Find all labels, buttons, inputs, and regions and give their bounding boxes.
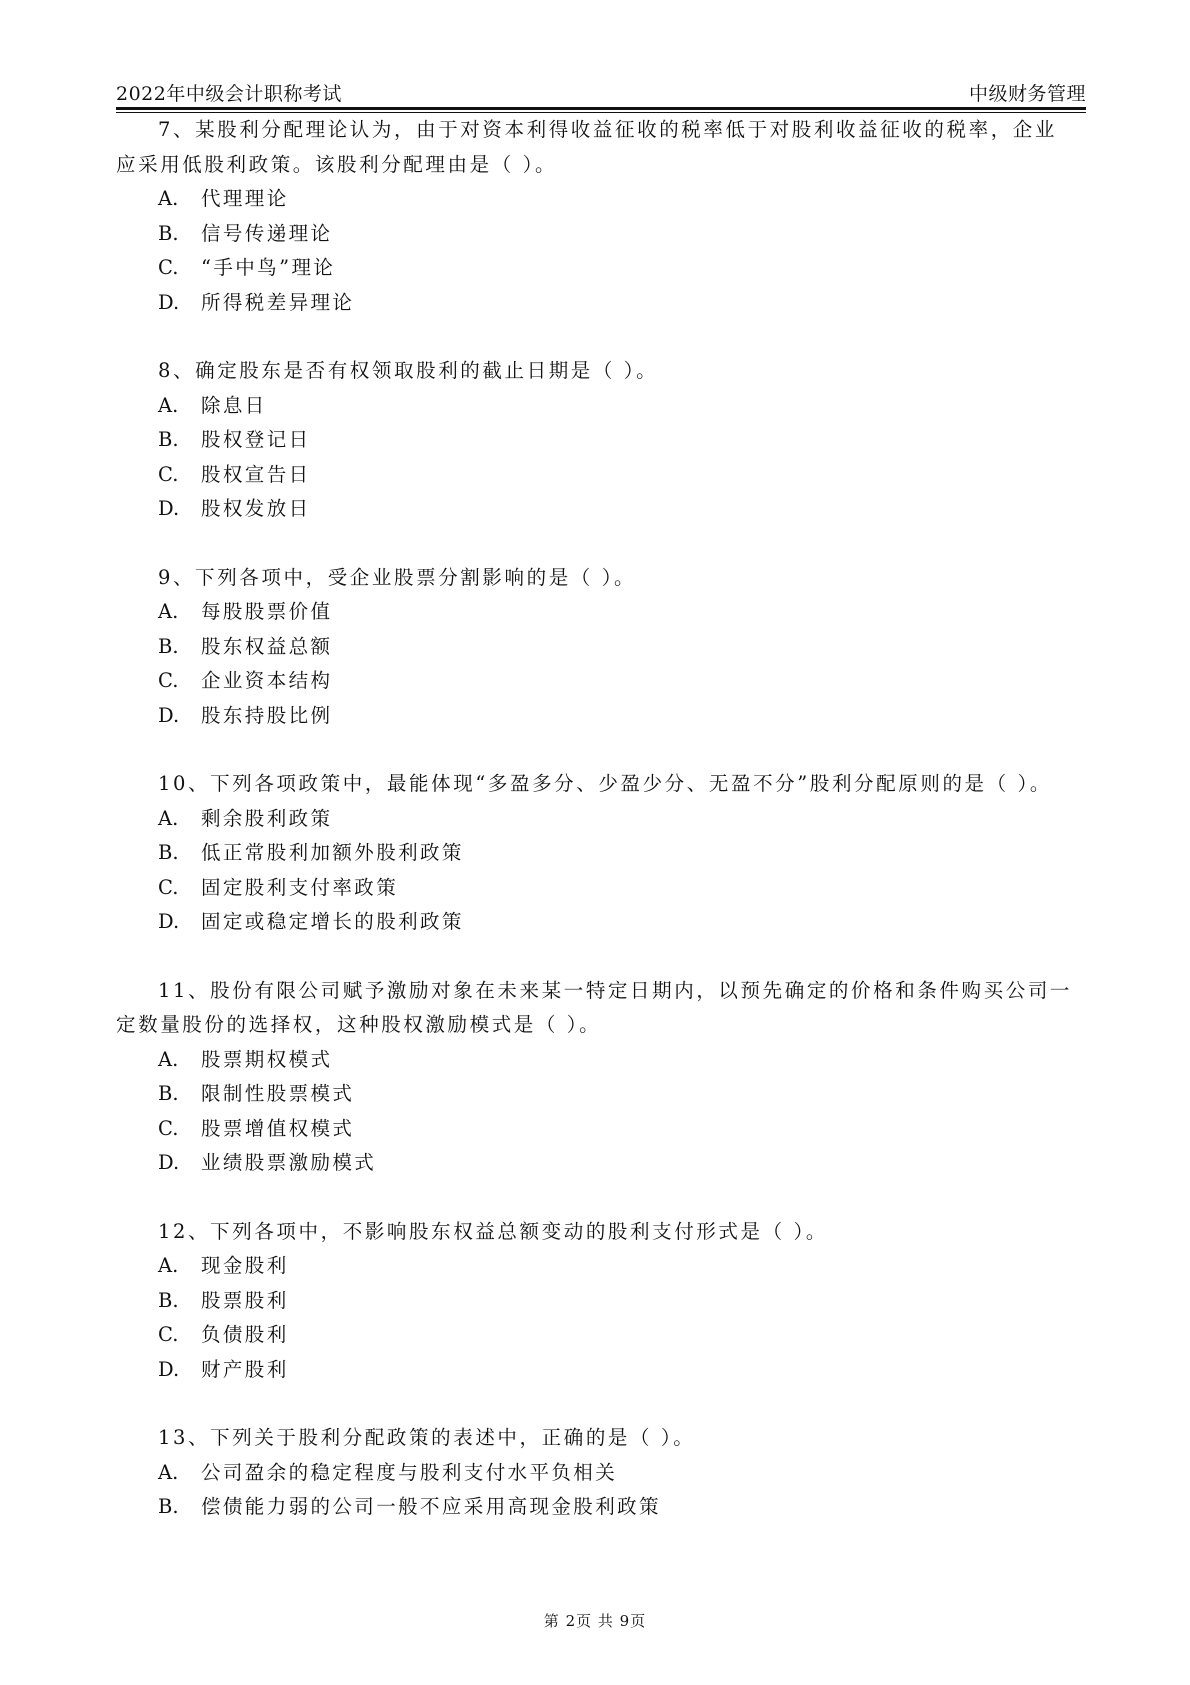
- question-stem: 9、下列各项中，受企业股票分割影响的是（ ）。: [158, 565, 637, 589]
- question-stem: 10、下列各项政策中，最能体现“多盈多分、少盈少分、无盈不分”股利分配原则的是（ ）。: [158, 772, 1052, 795]
- subject-title: 中级财务管理: [968, 83, 1086, 105]
- answer-option: [116, 1146, 1078, 1181]
- answer-option: [116, 1490, 1078, 1525]
- exam-title: 2022年中级会计职称考试: [116, 83, 342, 105]
- option-letter: B.: [158, 841, 179, 864]
- answer-option: [116, 664, 1078, 699]
- answer-option: [116, 595, 1078, 630]
- option-letter: A.: [158, 1047, 179, 1071]
- page-number: 第 2页 共 9页: [543, 1612, 647, 1630]
- answer-option: [116, 1284, 1078, 1319]
- option-letter: D.: [158, 910, 180, 933]
- option-text: 信号传递理论: [201, 221, 333, 245]
- answer-option: [116, 251, 1078, 286]
- option-text: 每股股票价值: [201, 600, 333, 623]
- option-letter: D.: [158, 1357, 180, 1381]
- question-stem: 8、确定股东是否有权领取股利的截止日期是（ ）。: [158, 359, 659, 382]
- option-letter: A.: [158, 806, 179, 830]
- option-text: 固定或稳定增长的股利政策: [201, 910, 464, 933]
- option-text: “手中鸟”理论: [201, 256, 336, 279]
- option-text: 剩余股利政策: [201, 806, 333, 830]
- option-text: 企业资本结构: [201, 669, 333, 692]
- option-text: 偿债能力弱的公司一般不应采用高现金股利政策: [201, 1495, 661, 1518]
- question-item: [116, 974, 1078, 1181]
- page-header: [116, 80, 1086, 110]
- answer-option: [116, 423, 1078, 458]
- option-letter: C.: [158, 1116, 179, 1140]
- answer-option: [116, 1353, 1078, 1388]
- question-item: [116, 1215, 1078, 1388]
- option-letter: A.: [158, 187, 179, 210]
- option-letter: C.: [158, 875, 179, 899]
- answer-option: [116, 1318, 1078, 1353]
- question-stem: 11、股份有限公司赋予激励对象在未来某一特定日期内，以预先确定的价格和条件购买公司一定数量股份的选择权，这种股权激励模式是（ ）。: [116, 978, 1073, 1036]
- option-letter: D.: [158, 703, 180, 727]
- answer-option: [116, 1249, 1078, 1284]
- option-letter: B.: [158, 1288, 179, 1312]
- answer-option: [116, 1456, 1078, 1491]
- option-text: 现金股利: [201, 1254, 289, 1277]
- option-letter: B.: [158, 1082, 179, 1105]
- option-letter: C.: [158, 1323, 179, 1346]
- option-letter: A.: [158, 600, 179, 623]
- option-text: 除息日: [201, 393, 267, 417]
- question-item: [116, 354, 1078, 527]
- answer-option: [116, 182, 1078, 217]
- option-text: 负债股利: [201, 1323, 289, 1346]
- answer-option: [116, 905, 1078, 940]
- question-list: [116, 113, 1078, 1525]
- answer-option: [116, 492, 1078, 527]
- question-stem: 13、下列关于股利分配政策的表述中，正确的是（ ）。: [158, 1426, 696, 1449]
- answer-option: [116, 217, 1078, 252]
- option-letter: C.: [158, 669, 179, 692]
- option-text: 股票期权模式: [201, 1047, 333, 1071]
- option-text: 股东持股比例: [201, 703, 333, 727]
- header-rule-thick: [116, 107, 1086, 110]
- answer-option: [116, 699, 1078, 734]
- option-letter: A.: [158, 1460, 179, 1484]
- question-item: [116, 561, 1078, 734]
- answer-option: [116, 630, 1078, 665]
- option-text: 固定股利支付率政策: [201, 875, 399, 899]
- option-letter: B.: [158, 428, 179, 451]
- answer-option: [116, 286, 1078, 321]
- question-stem: 12、下列各项中，不影响股东权益总额变动的股利支付形式是（ ）。: [158, 1219, 828, 1243]
- option-letter: D.: [158, 497, 180, 520]
- option-text: 股权登记日: [201, 428, 311, 451]
- option-text: 财产股利: [201, 1357, 289, 1381]
- option-text: 股票增值权模式: [201, 1116, 355, 1140]
- option-text: 股东权益总额: [201, 634, 333, 658]
- option-text: 公司盈余的稳定程度与股利支付水平负相关: [201, 1460, 618, 1484]
- option-text: 所得税差异理论: [201, 290, 355, 314]
- question-item: [116, 1421, 1078, 1525]
- option-text: 代理理论: [201, 187, 289, 210]
- option-text: 业绩股票激励模式: [201, 1151, 377, 1174]
- answer-option: [116, 1112, 1078, 1147]
- option-text: 股权宣告日: [201, 462, 311, 486]
- answer-option: [116, 458, 1078, 493]
- option-letter: B.: [158, 221, 179, 245]
- option-letter: C.: [158, 256, 179, 279]
- option-letter: B.: [158, 1495, 179, 1518]
- option-letter: A.: [158, 393, 179, 417]
- option-letter: D.: [158, 1151, 180, 1174]
- question-stem: 7、某股利分配理论认为，由于对资本利得收益征收的税率低于对股利收益征收的税率，企业应采用低股利政策。该股利分配理由是（ ）。: [116, 118, 1058, 176]
- option-letter: A.: [158, 1254, 179, 1277]
- answer-option: [116, 1043, 1078, 1078]
- option-letter: C.: [158, 462, 179, 486]
- answer-option: [116, 871, 1078, 906]
- question-item: [116, 767, 1078, 940]
- option-text: 股票股利: [201, 1288, 289, 1312]
- answer-option: [116, 389, 1078, 424]
- option-text: 股权发放日: [201, 497, 311, 520]
- answer-option: [116, 836, 1078, 871]
- question-item: [116, 113, 1078, 320]
- answer-option: [116, 1077, 1078, 1112]
- option-text: 低正常股利加额外股利政策: [201, 841, 464, 864]
- option-letter: D.: [158, 290, 180, 314]
- option-letter: B.: [158, 634, 179, 658]
- option-text: 限制性股票模式: [201, 1082, 355, 1105]
- answer-option: [116, 802, 1078, 837]
